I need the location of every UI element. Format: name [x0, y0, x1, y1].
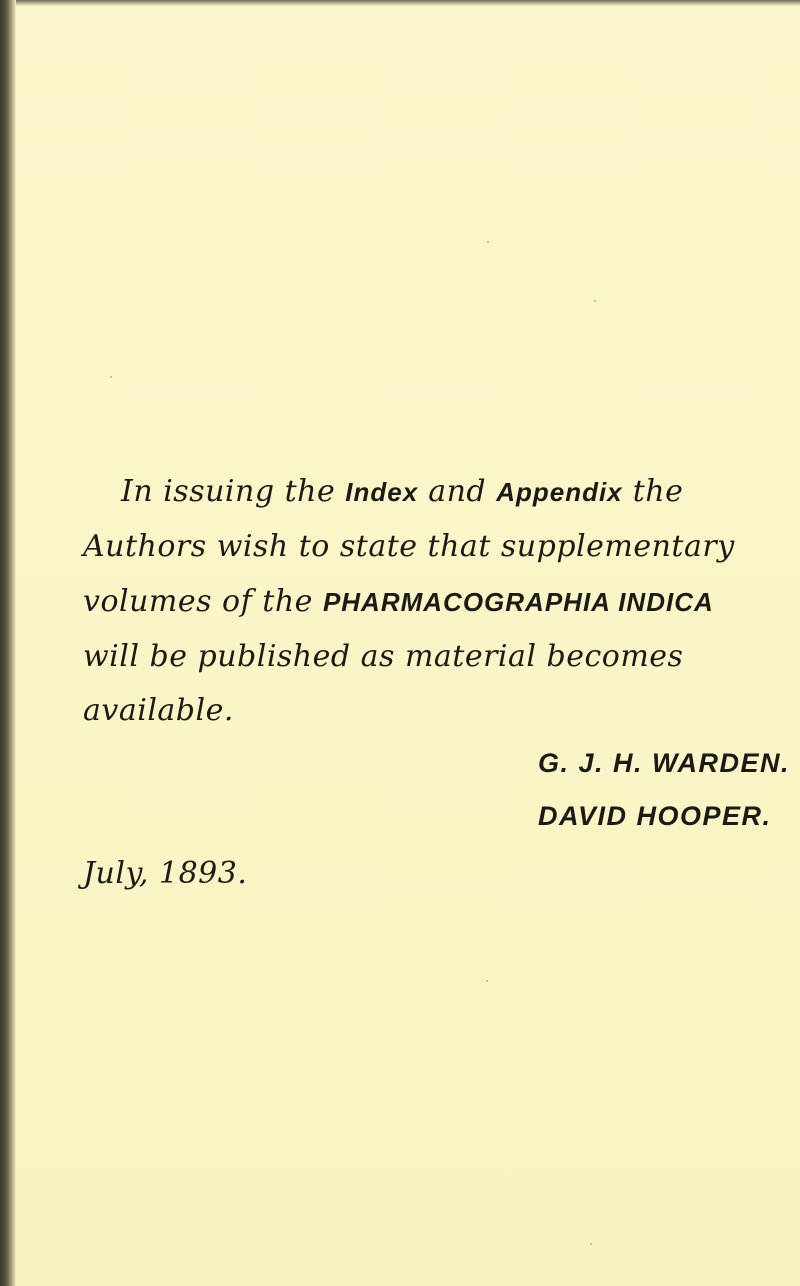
notice-line-2: Authors wish to state that supplementary [83, 529, 735, 564]
paper-speck [590, 1243, 592, 1245]
notice-line-3 [83, 584, 714, 619]
signature-warden: G. J. H. WARDEN. [538, 748, 791, 778]
notice-text: and [428, 474, 487, 509]
notice-text: volumes of the [83, 584, 313, 619]
paper-speck [486, 980, 488, 982]
paper-speck [487, 241, 489, 243]
notice-title-word: PHARMACOGRAPHIA INDICA [322, 587, 714, 617]
notice-line-1 [121, 474, 683, 509]
notice-index-word: Index [345, 477, 419, 507]
signature-hooper: DAVID HOOPER. [538, 801, 772, 831]
page-top-edge [16, 0, 800, 6]
notice-text: In issuing the [121, 474, 336, 509]
notice-text: the [632, 474, 684, 509]
notice-date: July, 1893. [83, 856, 248, 891]
paper-speck [110, 376, 112, 378]
paper-speck [594, 300, 596, 302]
notice-line-5: available. [83, 693, 234, 728]
page-gutter [0, 0, 16, 1286]
notice-appendix-word: Appendix [496, 477, 623, 507]
notice-line-4: will be published as material becomes [83, 639, 684, 674]
